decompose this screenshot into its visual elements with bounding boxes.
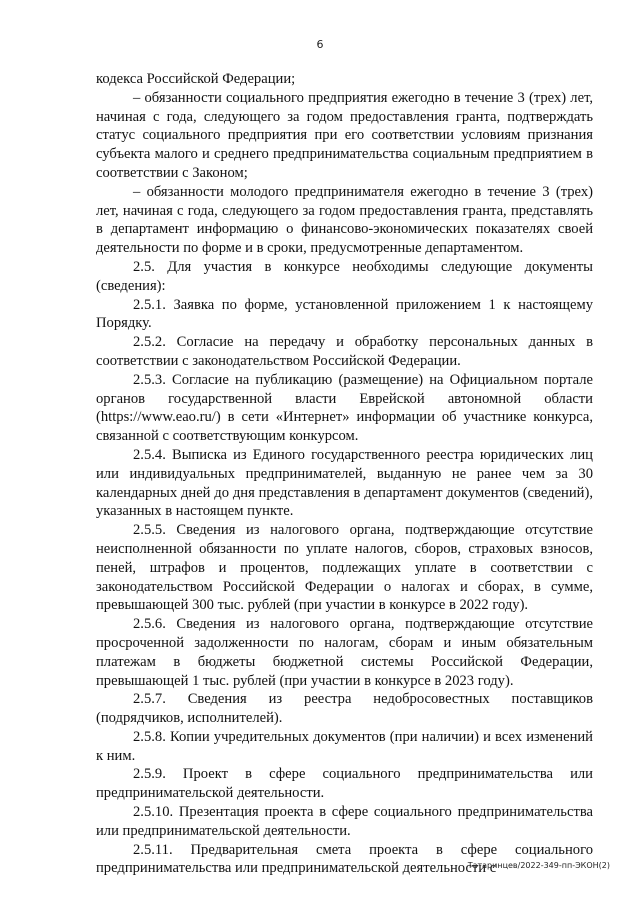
paragraph-2-5-3: 2.5.3. Согласие на публикацию (размещение) на Официальном портале органов государственной власти Еврейской автономной области (https://www.eao.ru/) в сети «Интернет» информации об участнике конкурса, связанной с соответствующим конкурсом.	[96, 371, 593, 445]
paragraph-2-5: 2.5. Для участия в конкурсе необходимы следующие документы (сведения):	[96, 258, 593, 294]
paragraph-2-5-9: 2.5.9. Проект в сфере социального предпринимательства или предпринимательской деятельности.	[96, 766, 593, 802]
paragraph-2-5-7: 2.5.7. Сведения из реестра недобросовестных поставщиков (подрядчиков, исполнителей).	[96, 691, 593, 727]
paragraph-2-5-11: 2.5.11. Предварительная смета проекта в сфере социального предпринимательства или предпринимательской деятельности с	[96, 841, 593, 877]
paragraph-social-enterprise-obligation: – обязанности социального предприятия ежегодно в течение 3 (трех) лет, начиная с года, следующего за годом предоставления гранта, подтверждать статус социального предприятия при его соответствии условиям признания субъекта малого и среднего предпринимательства социальным предприятием в соответствии с Законом;	[96, 89, 593, 181]
paragraph-continuation: кодекса Российской Федерации;	[96, 71, 296, 87]
paragraph-2-5-8: 2.5.8. Копии учредительных документов (при наличии) и всех изменений к ним.	[96, 728, 593, 764]
paragraph-2-5-2: 2.5.2. Согласие на передачу и обработку персональных данных в соответствии с законодательством Российской Федерации.	[96, 334, 593, 369]
paragraph-2-5-5: 2.5.5. Сведения из налогового органа, подтверждающие отсутствие неисполненной обязанности по уплате налогов, сборов, страховых взносов, пеней, штрафов и процентов, подлежащих уплате в соответствии с законодательством Российской Федерации о налогах и сборах, в сумме, превышающей 300 тыс. рублей (при участии в конкурсе в 2022 году).	[96, 522, 593, 614]
paragraph-2-5-10: 2.5.10. Презентация проекта в сфере социального предпринимательства или предпринимательской деятельности.	[96, 804, 593, 839]
paragraph-2-5-4: 2.5.4. Выписка из Единого государственного реестра юридических лиц или индивидуальных предпринимателей, выданную не ранее чем за 30 календарных дней до дня представления в департамент документов (сведений), указанных в настоящем пункте.	[96, 446, 593, 520]
paragraph-2-5-6: 2.5.6. Сведения из налогового органа, подтверждающие отсутствие просроченной задолженности по налогам, сборам и иным обязательным платежам в бюджеты бюджетной системы Российской Федерации, превышающей 1 тыс. рублей (при участии в конкурсе в 2023 году).	[96, 616, 593, 689]
paragraph-2-5-1: 2.5.1. Заявка по форме, установленной приложением 1 к настоящему Порядку.	[96, 296, 593, 332]
document-code: Татаринцев/2022-349-пп-ЭКОН(2)	[467, 861, 610, 870]
document-body	[96, 70, 593, 878]
page-number: 6	[316, 38, 324, 51]
paragraph-young-entrepreneur-obligation: – обязанности молодого предпринимателя ежегодно в течение 3 (трех) лет, начиная с года, следующего за годом предоставления гранта, представлять в департамент информацию о финансово-экономических показателях своей деятельности по форме и в сроки, предусмотренные департаментом.	[96, 183, 593, 257]
